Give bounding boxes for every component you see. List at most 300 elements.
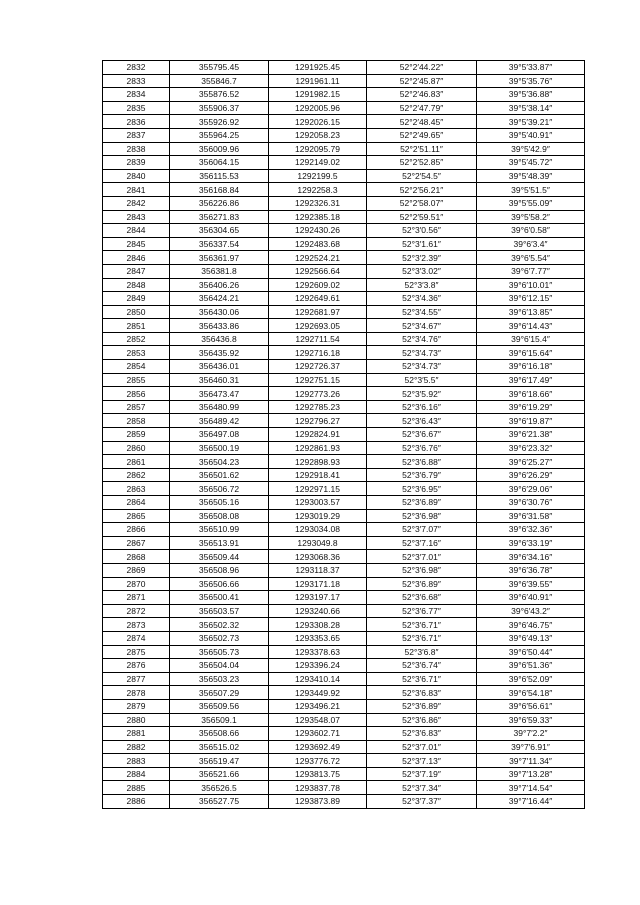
table-row — [103, 686, 585, 700]
y-coordinate-cell: 1292711.54 — [269, 332, 367, 346]
point-number-cell: 2852 — [103, 332, 170, 346]
point-number-cell: 2867 — [103, 536, 170, 550]
latitude-cell: 52°3′6.89″ — [367, 699, 477, 713]
table-row — [103, 88, 585, 102]
x-coordinate-cell: 356406.26 — [170, 278, 269, 292]
point-number-cell: 2832 — [103, 61, 170, 75]
table-row — [103, 319, 585, 333]
table-row — [103, 631, 585, 645]
point-number-cell: 2849 — [103, 292, 170, 306]
longitude-cell: 39°6′17.49″ — [477, 373, 585, 387]
x-coordinate-cell: 356521.66 — [170, 767, 269, 781]
y-coordinate-cell: 1292058.23 — [269, 128, 367, 142]
latitude-cell: 52°3′6.43″ — [367, 414, 477, 428]
longitude-cell: 39°6′29.06″ — [477, 482, 585, 496]
latitude-cell: 52°3′5.92″ — [367, 387, 477, 401]
point-number-cell: 2835 — [103, 101, 170, 115]
table-row — [103, 455, 585, 469]
y-coordinate-cell: 1292026.15 — [269, 115, 367, 129]
point-number-cell: 2876 — [103, 659, 170, 673]
table-row — [103, 496, 585, 510]
longitude-cell: 39°6′19.29″ — [477, 400, 585, 414]
longitude-cell: 39°5′35.76″ — [477, 74, 585, 88]
point-number-cell: 2843 — [103, 210, 170, 224]
point-number-cell: 2871 — [103, 591, 170, 605]
longitude-cell: 39°6′15.64″ — [477, 346, 585, 360]
y-coordinate-cell: 1293837.78 — [269, 781, 367, 795]
latitude-cell: 52°2′58.07″ — [367, 196, 477, 210]
y-coordinate-cell: 1293548.07 — [269, 713, 367, 727]
point-number-cell: 2878 — [103, 686, 170, 700]
longitude-cell: 39°6′39.55″ — [477, 577, 585, 591]
x-coordinate-cell: 356505.73 — [170, 645, 269, 659]
y-coordinate-cell: 1293410.14 — [269, 672, 367, 686]
table-row — [103, 346, 585, 360]
x-coordinate-cell: 356519.47 — [170, 754, 269, 768]
point-number-cell: 2853 — [103, 346, 170, 360]
x-coordinate-cell: 356361.97 — [170, 251, 269, 265]
latitude-cell: 52°3′7.37″ — [367, 795, 477, 809]
table-row — [103, 196, 585, 210]
point-number-cell: 2857 — [103, 400, 170, 414]
table-row — [103, 441, 585, 455]
point-number-cell: 2860 — [103, 441, 170, 455]
longitude-cell: 39°5′55.09″ — [477, 196, 585, 210]
table-row — [103, 509, 585, 523]
latitude-cell: 52°2′49.65″ — [367, 128, 477, 142]
longitude-cell: 39°7′11.34″ — [477, 754, 585, 768]
table-row — [103, 237, 585, 251]
longitude-cell: 39°6′52.09″ — [477, 672, 585, 686]
x-coordinate-cell: 356489.42 — [170, 414, 269, 428]
x-coordinate-cell: 356527.75 — [170, 795, 269, 809]
latitude-cell: 52°3′5.5″ — [367, 373, 477, 387]
x-coordinate-cell: 356502.73 — [170, 631, 269, 645]
y-coordinate-cell: 1292326.31 — [269, 196, 367, 210]
table-row — [103, 101, 585, 115]
longitude-cell: 39°6′13.85″ — [477, 305, 585, 319]
y-coordinate-cell: 1293068.36 — [269, 550, 367, 564]
x-coordinate-cell: 355926.92 — [170, 115, 269, 129]
longitude-cell: 39°6′54.18″ — [477, 686, 585, 700]
longitude-cell: 39°6′36.78″ — [477, 563, 585, 577]
longitude-cell: 39°6′12.15″ — [477, 292, 585, 306]
x-coordinate-cell: 356504.23 — [170, 455, 269, 469]
point-number-cell: 2836 — [103, 115, 170, 129]
latitude-cell: 52°3′6.8″ — [367, 645, 477, 659]
point-number-cell: 2837 — [103, 128, 170, 142]
table-row — [103, 563, 585, 577]
longitude-cell: 39°6′30.76″ — [477, 496, 585, 510]
x-coordinate-cell: 356271.83 — [170, 210, 269, 224]
longitude-cell: 39°6′19.87″ — [477, 414, 585, 428]
x-coordinate-cell: 356505.16 — [170, 496, 269, 510]
x-coordinate-cell: 356381.8 — [170, 264, 269, 278]
table-row — [103, 360, 585, 374]
y-coordinate-cell: 1292258.3 — [269, 183, 367, 197]
point-number-cell: 2866 — [103, 523, 170, 537]
point-number-cell: 2861 — [103, 455, 170, 469]
longitude-cell: 39°7′14.54″ — [477, 781, 585, 795]
x-coordinate-cell: 356430.06 — [170, 305, 269, 319]
longitude-cell: 39°5′58.2″ — [477, 210, 585, 224]
longitude-cell: 39°6′56.61″ — [477, 699, 585, 713]
y-coordinate-cell: 1292971.15 — [269, 482, 367, 496]
y-coordinate-cell: 1292693.05 — [269, 319, 367, 333]
latitude-cell: 52°3′6.16″ — [367, 400, 477, 414]
x-coordinate-cell: 356433.86 — [170, 319, 269, 333]
x-coordinate-cell: 355795.45 — [170, 61, 269, 75]
point-number-cell: 2834 — [103, 88, 170, 102]
longitude-cell: 39°5′33.87″ — [477, 61, 585, 75]
y-coordinate-cell: 1292609.02 — [269, 278, 367, 292]
point-number-cell: 2838 — [103, 142, 170, 156]
table-row — [103, 128, 585, 142]
longitude-cell: 39°6′21.38″ — [477, 428, 585, 442]
point-number-cell: 2882 — [103, 740, 170, 754]
latitude-cell: 52°3′7.34″ — [367, 781, 477, 795]
latitude-cell: 52°2′59.51″ — [367, 210, 477, 224]
y-coordinate-cell: 1292385.18 — [269, 210, 367, 224]
y-coordinate-cell: 1292726.37 — [269, 360, 367, 374]
x-coordinate-cell: 356424.21 — [170, 292, 269, 306]
latitude-cell: 52°3′7.01″ — [367, 550, 477, 564]
longitude-cell: 39°6′43.2″ — [477, 604, 585, 618]
longitude-cell: 39°7′2.2″ — [477, 727, 585, 741]
latitude-cell: 52°3′6.71″ — [367, 618, 477, 632]
y-coordinate-cell: 1293171.18 — [269, 577, 367, 591]
x-coordinate-cell: 355876.52 — [170, 88, 269, 102]
point-number-cell: 2884 — [103, 767, 170, 781]
point-number-cell: 2864 — [103, 496, 170, 510]
y-coordinate-cell: 1292751.15 — [269, 373, 367, 387]
longitude-cell: 39°6′18.66″ — [477, 387, 585, 401]
x-coordinate-cell: 356500.19 — [170, 441, 269, 455]
y-coordinate-cell: 1293353.65 — [269, 631, 367, 645]
latitude-cell: 52°3′7.01″ — [367, 740, 477, 754]
point-number-cell: 2862 — [103, 468, 170, 482]
point-number-cell: 2839 — [103, 156, 170, 170]
y-coordinate-cell: 1292483.68 — [269, 237, 367, 251]
table-row — [103, 550, 585, 564]
longitude-cell: 39°6′3.4″ — [477, 237, 585, 251]
x-coordinate-cell: 356526.5 — [170, 781, 269, 795]
longitude-cell: 39°5′48.39″ — [477, 169, 585, 183]
x-coordinate-cell: 356510.99 — [170, 523, 269, 537]
latitude-cell: 52°2′54.5″ — [367, 169, 477, 183]
table-row — [103, 74, 585, 88]
y-coordinate-cell: 1292861.93 — [269, 441, 367, 455]
table-row — [103, 781, 585, 795]
x-coordinate-cell: 355964.25 — [170, 128, 269, 142]
longitude-cell: 39°6′25.27″ — [477, 455, 585, 469]
table-row — [103, 183, 585, 197]
latitude-cell: 52°3′6.79″ — [367, 468, 477, 482]
x-coordinate-cell: 356509.56 — [170, 699, 269, 713]
table-row — [103, 699, 585, 713]
latitude-cell: 52°3′6.95″ — [367, 482, 477, 496]
point-number-cell: 2840 — [103, 169, 170, 183]
point-number-cell: 2885 — [103, 781, 170, 795]
table-row — [103, 400, 585, 414]
x-coordinate-cell: 356513.91 — [170, 536, 269, 550]
longitude-cell: 39°5′36.88″ — [477, 88, 585, 102]
y-coordinate-cell: 1292149.02 — [269, 156, 367, 170]
latitude-cell: 52°3′4.73″ — [367, 360, 477, 374]
x-coordinate-cell: 356506.66 — [170, 577, 269, 591]
y-coordinate-cell: 1291982.15 — [269, 88, 367, 102]
table-row — [103, 428, 585, 442]
longitude-cell: 39°5′42.9″ — [477, 142, 585, 156]
longitude-cell: 39°5′40.91″ — [477, 128, 585, 142]
table-row — [103, 156, 585, 170]
latitude-cell: 52°3′0.56″ — [367, 224, 477, 238]
longitude-cell: 39°5′51.5″ — [477, 183, 585, 197]
latitude-cell: 52°3′6.76″ — [367, 441, 477, 455]
x-coordinate-cell: 356064.15 — [170, 156, 269, 170]
longitude-cell: 39°7′13.28″ — [477, 767, 585, 781]
table-row — [103, 713, 585, 727]
x-coordinate-cell: 356460.31 — [170, 373, 269, 387]
latitude-cell: 52°3′6.83″ — [367, 686, 477, 700]
longitude-cell: 39°6′46.75″ — [477, 618, 585, 632]
y-coordinate-cell: 1293396.24 — [269, 659, 367, 673]
latitude-cell: 52°3′4.73″ — [367, 346, 477, 360]
x-coordinate-cell: 356503.23 — [170, 672, 269, 686]
latitude-cell: 52°2′52.85″ — [367, 156, 477, 170]
latitude-cell: 52°2′51.11″ — [367, 142, 477, 156]
latitude-cell: 52°3′6.86″ — [367, 713, 477, 727]
x-coordinate-cell: 356503.57 — [170, 604, 269, 618]
x-coordinate-cell: 356435.92 — [170, 346, 269, 360]
y-coordinate-cell: 1292824.91 — [269, 428, 367, 442]
x-coordinate-cell: 356515.02 — [170, 740, 269, 754]
point-number-cell: 2842 — [103, 196, 170, 210]
table-row — [103, 577, 585, 591]
table-row — [103, 727, 585, 741]
point-number-cell: 2877 — [103, 672, 170, 686]
y-coordinate-cell: 1292773.26 — [269, 387, 367, 401]
longitude-cell: 39°6′31.58″ — [477, 509, 585, 523]
y-coordinate-cell: 1293003.57 — [269, 496, 367, 510]
table-row — [103, 740, 585, 754]
latitude-cell: 52°3′6.74″ — [367, 659, 477, 673]
x-coordinate-cell: 356509.1 — [170, 713, 269, 727]
y-coordinate-cell: 1293308.28 — [269, 618, 367, 632]
y-coordinate-cell: 1293049.8 — [269, 536, 367, 550]
y-coordinate-cell: 1292005.96 — [269, 101, 367, 115]
longitude-cell: 39°6′40.91″ — [477, 591, 585, 605]
table-row — [103, 278, 585, 292]
y-coordinate-cell: 1293496.21 — [269, 699, 367, 713]
table-row — [103, 142, 585, 156]
y-coordinate-cell: 1292918.41 — [269, 468, 367, 482]
table-row — [103, 264, 585, 278]
latitude-cell: 52°3′7.19″ — [367, 767, 477, 781]
point-number-cell: 2847 — [103, 264, 170, 278]
latitude-cell: 52°3′6.77″ — [367, 604, 477, 618]
point-number-cell: 2880 — [103, 713, 170, 727]
y-coordinate-cell: 1292796.27 — [269, 414, 367, 428]
latitude-cell: 52°2′48.45″ — [367, 115, 477, 129]
y-coordinate-cell: 1292785.23 — [269, 400, 367, 414]
x-coordinate-cell: 356009.96 — [170, 142, 269, 156]
x-coordinate-cell: 356226.86 — [170, 196, 269, 210]
x-coordinate-cell: 356304.65 — [170, 224, 269, 238]
longitude-cell: 39°6′32.36″ — [477, 523, 585, 537]
table-row — [103, 414, 585, 428]
y-coordinate-cell: 1293602.71 — [269, 727, 367, 741]
y-coordinate-cell: 1293873.89 — [269, 795, 367, 809]
y-coordinate-cell: 1293034.08 — [269, 523, 367, 537]
coordinates-table — [102, 60, 585, 809]
point-number-cell: 2845 — [103, 237, 170, 251]
table-row — [103, 754, 585, 768]
point-number-cell: 2850 — [103, 305, 170, 319]
point-number-cell: 2858 — [103, 414, 170, 428]
table-row — [103, 795, 585, 809]
latitude-cell: 52°2′44.22″ — [367, 61, 477, 75]
point-number-cell: 2881 — [103, 727, 170, 741]
point-number-cell: 2856 — [103, 387, 170, 401]
table-row — [103, 387, 585, 401]
longitude-cell: 39°6′26.29″ — [477, 468, 585, 482]
y-coordinate-cell: 1293197.17 — [269, 591, 367, 605]
y-coordinate-cell: 1292716.18 — [269, 346, 367, 360]
y-coordinate-cell: 1293776.72 — [269, 754, 367, 768]
x-coordinate-cell: 356337.54 — [170, 237, 269, 251]
x-coordinate-cell: 356473.47 — [170, 387, 269, 401]
point-number-cell: 2863 — [103, 482, 170, 496]
latitude-cell: 52°3′2.39″ — [367, 251, 477, 265]
latitude-cell: 52°3′3.02″ — [367, 264, 477, 278]
coordinates-table-body — [103, 61, 585, 809]
longitude-cell: 39°6′14.43″ — [477, 319, 585, 333]
point-number-cell: 2844 — [103, 224, 170, 238]
table-row — [103, 169, 585, 183]
latitude-cell: 52°2′47.79″ — [367, 101, 477, 115]
table-row — [103, 468, 585, 482]
x-coordinate-cell: 356497.08 — [170, 428, 269, 442]
latitude-cell: 52°3′6.89″ — [367, 496, 477, 510]
point-number-cell: 2833 — [103, 74, 170, 88]
point-number-cell: 2872 — [103, 604, 170, 618]
y-coordinate-cell: 1292095.79 — [269, 142, 367, 156]
table-row — [103, 645, 585, 659]
y-coordinate-cell: 1292524.21 — [269, 251, 367, 265]
table-row — [103, 482, 585, 496]
y-coordinate-cell: 1293019.29 — [269, 509, 367, 523]
longitude-cell: 39°6′23.32″ — [477, 441, 585, 455]
table-row — [103, 523, 585, 537]
latitude-cell: 52°3′4.36″ — [367, 292, 477, 306]
point-number-cell: 2841 — [103, 183, 170, 197]
latitude-cell: 52°3′4.67″ — [367, 319, 477, 333]
x-coordinate-cell: 356168.84 — [170, 183, 269, 197]
latitude-cell: 52°2′46.83″ — [367, 88, 477, 102]
longitude-cell: 39°6′51.36″ — [477, 659, 585, 673]
y-coordinate-cell: 1292681.97 — [269, 305, 367, 319]
latitude-cell: 52°3′6.71″ — [367, 631, 477, 645]
point-number-cell: 2868 — [103, 550, 170, 564]
table-row — [103, 210, 585, 224]
table-row — [103, 767, 585, 781]
y-coordinate-cell: 1291925.45 — [269, 61, 367, 75]
latitude-cell: 52°3′6.98″ — [367, 563, 477, 577]
y-coordinate-cell: 1293692.49 — [269, 740, 367, 754]
latitude-cell: 52°3′6.83″ — [367, 727, 477, 741]
table-row — [103, 292, 585, 306]
table-row — [103, 536, 585, 550]
x-coordinate-cell: 356115.53 — [170, 169, 269, 183]
x-coordinate-cell: 356508.08 — [170, 509, 269, 523]
table-row — [103, 373, 585, 387]
point-number-cell: 2859 — [103, 428, 170, 442]
point-number-cell: 2879 — [103, 699, 170, 713]
latitude-cell: 52°3′3.8″ — [367, 278, 477, 292]
longitude-cell: 39°6′5.54″ — [477, 251, 585, 265]
table-row — [103, 591, 585, 605]
point-number-cell: 2875 — [103, 645, 170, 659]
x-coordinate-cell: 356508.66 — [170, 727, 269, 741]
longitude-cell: 39°6′15.4″ — [477, 332, 585, 346]
longitude-cell: 39°5′38.14″ — [477, 101, 585, 115]
table-row — [103, 305, 585, 319]
latitude-cell: 52°3′4.55″ — [367, 305, 477, 319]
x-coordinate-cell: 356436.01 — [170, 360, 269, 374]
latitude-cell: 52°3′4.76″ — [367, 332, 477, 346]
table-row — [103, 61, 585, 75]
longitude-cell: 39°7′16.44″ — [477, 795, 585, 809]
y-coordinate-cell: 1292649.61 — [269, 292, 367, 306]
point-number-cell: 2865 — [103, 509, 170, 523]
latitude-cell: 52°3′6.71″ — [367, 672, 477, 686]
latitude-cell: 52°3′6.67″ — [367, 428, 477, 442]
latitude-cell: 52°3′6.68″ — [367, 591, 477, 605]
longitude-cell: 39°6′7.77″ — [477, 264, 585, 278]
x-coordinate-cell: 356506.72 — [170, 482, 269, 496]
y-coordinate-cell: 1292898.93 — [269, 455, 367, 469]
y-coordinate-cell: 1292199.5 — [269, 169, 367, 183]
latitude-cell: 52°3′6.88″ — [367, 455, 477, 469]
point-number-cell: 2848 — [103, 278, 170, 292]
y-coordinate-cell: 1292430.26 — [269, 224, 367, 238]
x-coordinate-cell: 356501.62 — [170, 468, 269, 482]
longitude-cell: 39°6′33.19″ — [477, 536, 585, 550]
point-number-cell: 2855 — [103, 373, 170, 387]
x-coordinate-cell: 356508.96 — [170, 563, 269, 577]
table-row — [103, 659, 585, 673]
y-coordinate-cell: 1293449.92 — [269, 686, 367, 700]
longitude-cell: 39°7′6.91″ — [477, 740, 585, 754]
latitude-cell: 52°3′1.61″ — [367, 237, 477, 251]
x-coordinate-cell: 356507.29 — [170, 686, 269, 700]
point-number-cell: 2883 — [103, 754, 170, 768]
x-coordinate-cell: 356436.8 — [170, 332, 269, 346]
longitude-cell: 39°6′50.44″ — [477, 645, 585, 659]
point-number-cell: 2886 — [103, 795, 170, 809]
y-coordinate-cell: 1293118.37 — [269, 563, 367, 577]
longitude-cell: 39°6′16.18″ — [477, 360, 585, 374]
point-number-cell: 2854 — [103, 360, 170, 374]
table-row — [103, 224, 585, 238]
table-row — [103, 604, 585, 618]
x-coordinate-cell: 356502.32 — [170, 618, 269, 632]
latitude-cell: 52°3′6.98″ — [367, 509, 477, 523]
latitude-cell: 52°3′6.89″ — [367, 577, 477, 591]
table-row — [103, 251, 585, 265]
latitude-cell: 52°3′7.13″ — [367, 754, 477, 768]
